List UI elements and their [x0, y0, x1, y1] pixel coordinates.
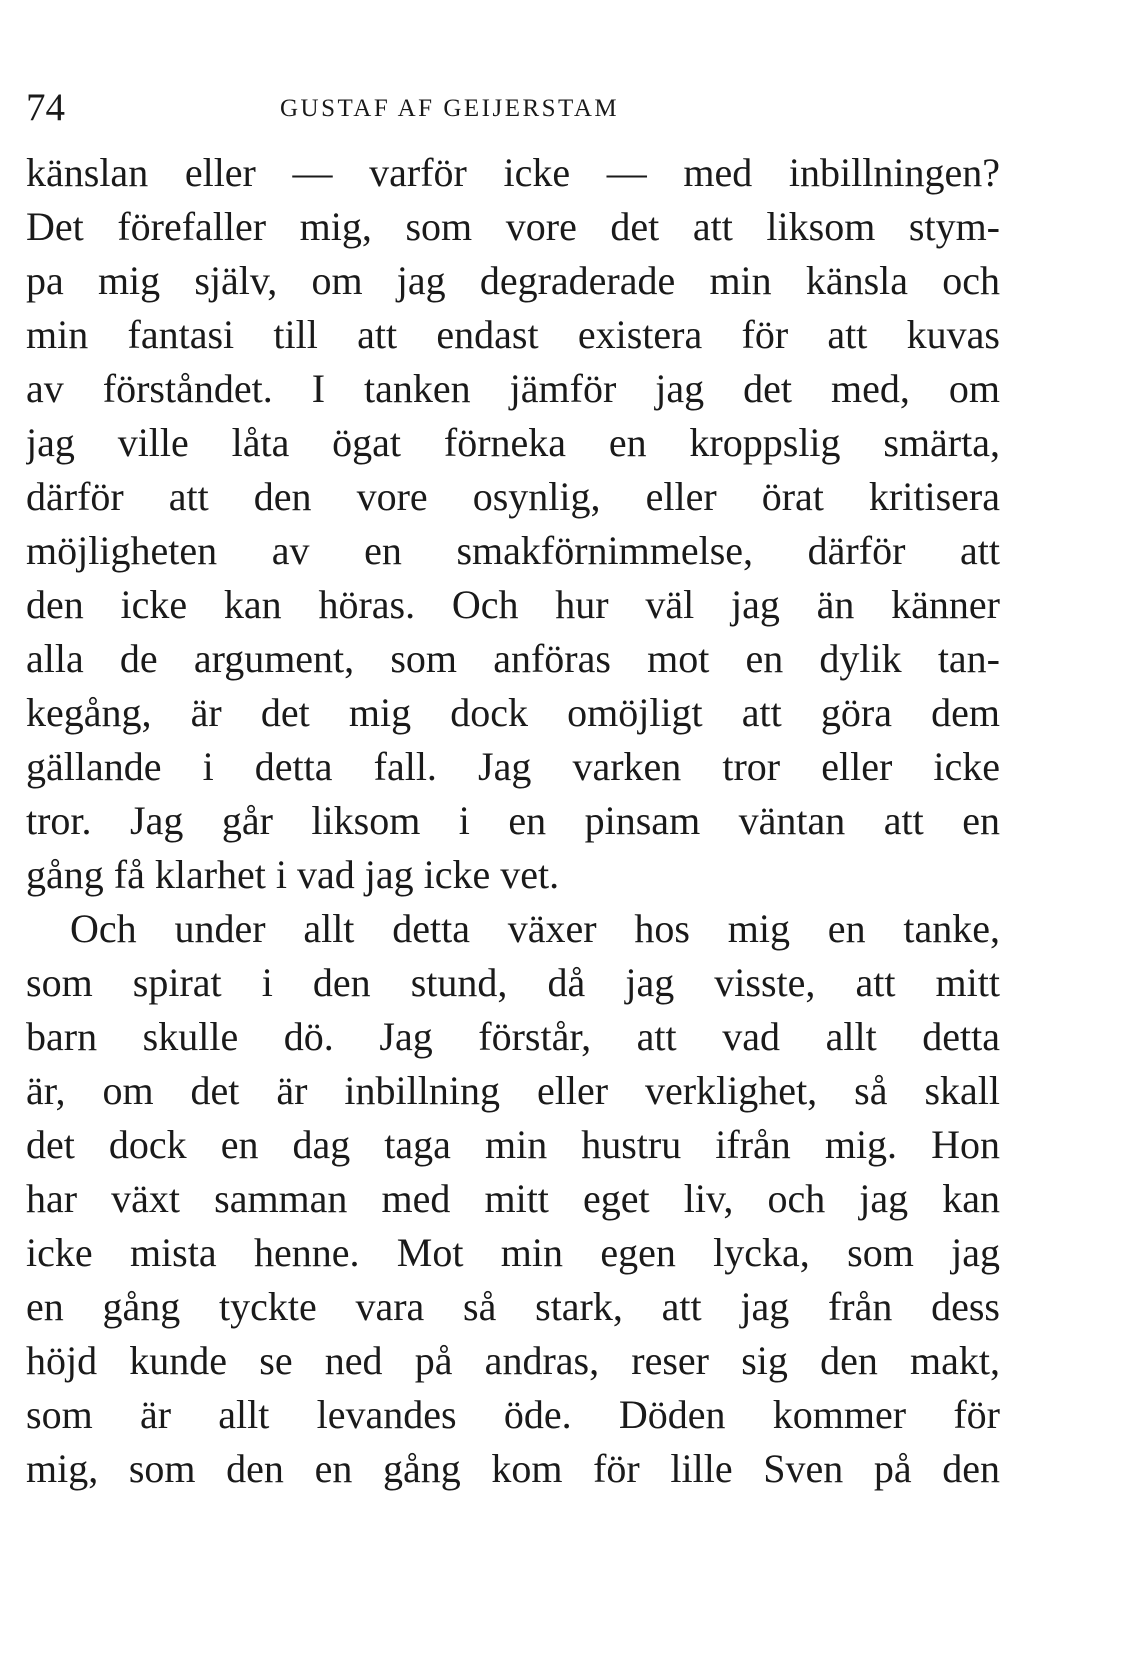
- text-line: alla de argument, som anföras mot en dylik tan-: [26, 636, 1000, 681]
- text-line: känslan eller — varför icke — med inbillningen?: [26, 150, 1000, 195]
- text-line: kegång, är det mig dock omöjligt att göra dem: [26, 690, 1000, 735]
- text-line: pa mig själv, om jag degraderade min känsla och: [26, 258, 1000, 303]
- text-line: har växt samman med mitt eget liv, och jag kan: [26, 1176, 1000, 1221]
- text-line: icke mista henne. Mot min egen lycka, som jag: [26, 1230, 1000, 1275]
- text-line: barn skulle dö. Jag förstår, att vad allt detta: [26, 1014, 1000, 1059]
- running-head: [26, 88, 746, 128]
- body-text: [26, 146, 1000, 1496]
- text-line: min fantasi till att endast existera för att kuvas: [26, 312, 1000, 357]
- text-line: jag ville låta ögat förneka en kroppslig smärta,: [26, 420, 1000, 465]
- text-line: mig, som den en gång kom för lille Sven på den: [26, 1446, 1000, 1491]
- text-line: därför att den vore osynlig, eller örat kritisera: [26, 474, 1000, 519]
- text-line: gång få klarhet i vad jag icke vet.: [26, 852, 560, 897]
- text-line: av förståndet. I tanken jämför jag det med, om: [26, 366, 1000, 411]
- running-head-author: GUSTAF AF GEIJERSTAM: [280, 95, 620, 122]
- text-line: höjd kunde se ned på andras, reser sig den makt,: [26, 1338, 1000, 1383]
- text-line: möjligheten av en smakförnimmelse, därför att: [26, 528, 1000, 573]
- text-line: tror. Jag går liksom i en pinsam väntan att en: [26, 798, 1000, 843]
- text-line: den icke kan höras. Och hur väl jag än känner: [26, 582, 1000, 627]
- text-line: som spirat i den stund, då jag visste, att mitt: [26, 960, 1000, 1005]
- text-line: är, om det är inbillning eller verklighet, så skall: [26, 1068, 1000, 1113]
- page-number: 74: [26, 86, 65, 129]
- text-line: Det förefaller mig, som vore det att liksom stym-: [26, 204, 1000, 249]
- text-line: en gång tyckte vara så stark, att jag från dess: [26, 1284, 1000, 1329]
- text-line: som är allt levandes öde. Döden kommer för: [26, 1392, 1000, 1437]
- text-line: gällande i detta fall. Jag varken tror eller icke: [26, 744, 1000, 789]
- text-line: det dock en dag taga min hustru ifrån mig. Hon: [26, 1122, 1000, 1167]
- text-line: Och under allt detta växer hos mig en tanke,: [70, 906, 1000, 951]
